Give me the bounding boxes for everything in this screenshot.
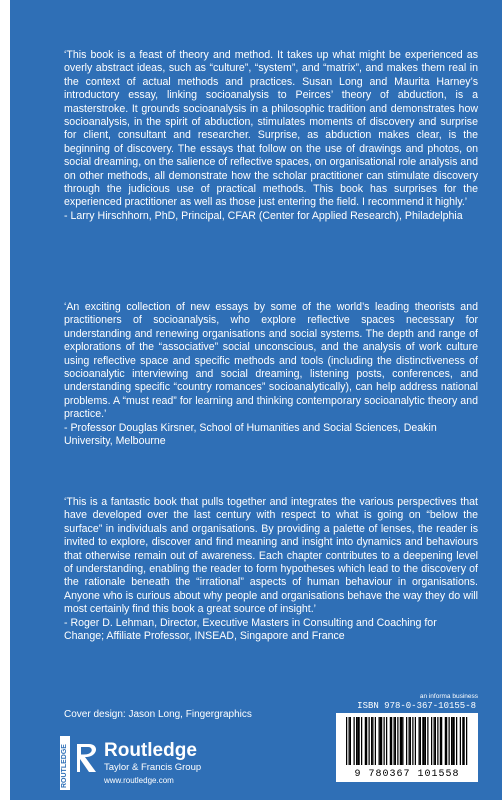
informa-label: an informa business (419, 693, 478, 700)
routledge-logo-icon (74, 742, 100, 774)
quote-text: ‘This book is a feast of theory and method. It takes up what might be experienced as overly abstract ideas, such as “culture”, “system”, and “matrix”, and makes them real in the context of actual methods and practices. Susan Long and Maurita Harney’s introductory essay, linking socioanalysis to Peirces’ theory of abduction, is a masterstroke. It grounds socioanalysis in a philosophic tradition and demonstrates how socioanalysis, in the spirit of abduction, stimulates moments of discovery and surprise for client, consultant and researcher. Surprise, as abduction makes clear, is the beginning of discovery. The essays that follow on the use of drawings and photos, on social dreaming, on the salience of reflective spaces, on organisational role analysis and on other methods, all demonstrate how the scholar practitioner can stimulate discovery through the judicious use of practical methods. This book has surprises for the experienced practitioner as well as those just entering the field. I recommend it highly.’ (64, 49, 478, 209)
quote-attribution: - Larry Hirschhorn, PhD, Principal, CFAR (Center for Applied Research), Philadelphia (64, 209, 463, 222)
publisher-name: Routledge (104, 740, 197, 761)
quote-attribution: - Professor Douglas Kirsner, School of Humanities and Social Sciences, Deakin University, Melbourne (64, 421, 437, 448)
publisher-url: www.routledge.com (104, 776, 174, 785)
isbn-barcode (336, 713, 478, 782)
back-cover (10, 0, 502, 800)
endorsement-quote-1 (64, 49, 478, 223)
barcode-digits: 9 780367 101558 (354, 769, 460, 780)
endorsement-quote-3 (64, 496, 478, 643)
publisher-group: Taylor & Francis Group (104, 762, 202, 773)
publisher-vertical-logo (60, 736, 70, 790)
endorsement-quote-2 (64, 301, 478, 448)
isbn-label: ISBN 978-0-367-10155-8 (357, 701, 476, 711)
cover-design-credit: Cover design: Jason Long, Fingergraphics (64, 709, 252, 720)
barcode-bars (336, 713, 478, 769)
publisher-block (60, 736, 290, 796)
quote-text: ‘An exciting collection of new essays by some of the world’s leading theorists and practitioners of socioanalysis, who explore reflective spaces necessary for understanding and renewing organisations and social systems. The depth and range of explorations of the “associative” social unconscious, and the analysis of work culture using reflective space and specific methods and tools (including the distinctiveness of socioanalytic interviewing and social dreaming, listening posts, conferences, and understanding specific “country romances” socioanalytically), can help address national problems. A “must read” for learning and thinking contemporary socioanalytic theory and practice.’ (64, 301, 478, 421)
publisher-vertical-label: ROUTLEDGE (61, 744, 68, 788)
quote-attribution: - Roger D. Lehman, Director, Executive Masters in Consulting and Coaching for Change; Affiliate Professor, INSEAD, Singapore and France (64, 616, 437, 643)
quote-text: ‘This is a fantastic book that pulls together and integrates the various perspectives that have developed over the last century with respect to what is going on “below the surface” in individuals and organisations. By providing a palette of lenses, the reader is invited to explore, discover and find meaning and insight into dynamics and behaviours that otherwise remain out of awareness. Each chapter contributes to a deepening level of understanding, enabling the reader to form hypotheses which lead to the discovery of the rationale beneath the “irrational” aspects of human behaviour in organisations. Anyone who is curious about why people and organisations behave the way they do will most certainly find this book a great source of insight.’ (64, 496, 478, 616)
